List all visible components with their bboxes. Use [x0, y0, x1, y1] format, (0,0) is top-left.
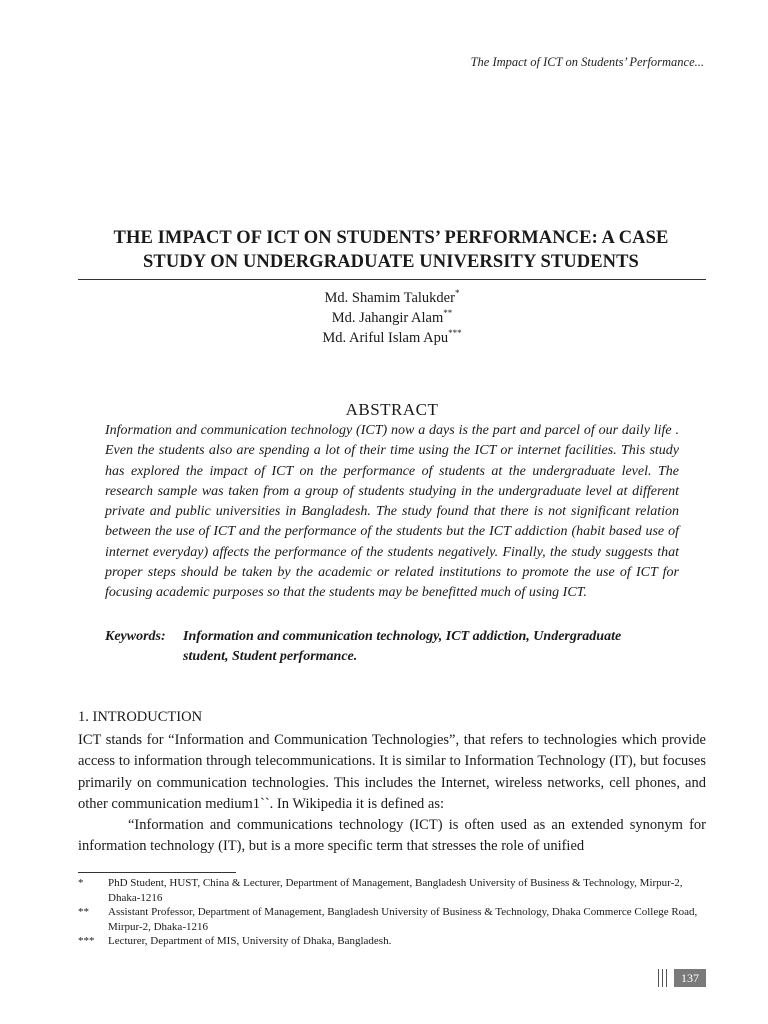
footnote-2: ** Assistant Professor, Department of Management, Bangladesh University of Business & Technology, Dhaka Commerce College Road, Mirpur-2, Dhaka-1216: [78, 906, 698, 933]
footnote-divider: [78, 872, 236, 873]
keywords-line-1: Information and communication technology, ICT addiction, Undergraduate: [183, 629, 622, 644]
author-1: Md. Shamim Talukder*: [324, 288, 460, 306]
introduction-paragraph-2: “Information and communications technology (ICT) is often used as an extended synonym for information technology (IT), but is a more specific term that stresses the role of unified: [78, 817, 706, 855]
footnote-1: * PhD Student, HUST, China & Lecturer, Department of Management, Bangladesh University of Business & Technology, Mirpur-2, Dhaka-1216: [78, 877, 683, 904]
title-line-1: THE IMPACT OF ICT ON STUDENTS’ PERFORMANCE: A CASE: [113, 228, 669, 248]
introduction-body: [78, 730, 706, 858]
author-2: Md. Jahangir Alam**: [331, 308, 453, 326]
keywords: [105, 627, 685, 667]
footnotes: [78, 876, 708, 949]
title-divider: [78, 279, 706, 280]
paper-title: [76, 226, 706, 274]
section-heading-introduction: 1. INTRODUCTION: [78, 709, 203, 725]
author-1-mark: *: [454, 288, 460, 298]
author-2-mark: **: [443, 308, 453, 318]
keywords-line-2: student, Student performance.: [183, 649, 358, 664]
abstract-text: Information and communication technology (ICT) now a days is the part and parcel of our daily life . Even the students also are spending a lot of their time using the ICT or internet facilities. This study has explored the impact of ICT on the performance of students at the undergraduate level. The research sample was taken from a group of students studying in the undergraduate level at different private and public universities in Bangladesh. The study found that there is not significant relation between the use of ICT and the performance of the students but the ICT addiction (habit based use of internet everyday) affects the performance of the students negatively. Finally, the study suggests that proper steps should be taken by the academic or related institutions to promote the use of ICT for focusing academic purposes so that the students may be benefitted much of using ICT.: [105, 423, 679, 601]
author-3: Md. Ariful Islam Apu***: [322, 328, 462, 346]
author-3-mark: ***: [448, 328, 462, 338]
running-head: The Impact of ICT on Students’ Performance...: [470, 55, 704, 69]
page-number: 137: [674, 969, 706, 987]
abstract-heading: ABSTRACT: [345, 400, 439, 419]
keywords-label: Keywords:: [105, 629, 166, 644]
introduction-paragraph-1: ICT stands for “Information and Communication Technologies”, that refers to technologies which provide access to information through telecommunications. It is similar to Information Technology (IT), but focuses primarily on communication technologies. This includes the Internet, wireless networks, cell phones, and other communication medium1``. In Wikipedia it is defined as:: [78, 732, 706, 812]
author-list: [78, 288, 706, 348]
title-line-2: STUDY ON UNDERGRADUATE UNIVERSITY STUDENTS: [143, 252, 639, 272]
footnote-3: *** Lecturer, Department of MIS, University of Dhaka, Bangladesh.: [78, 935, 392, 947]
page-number-decoration: [658, 969, 667, 987]
